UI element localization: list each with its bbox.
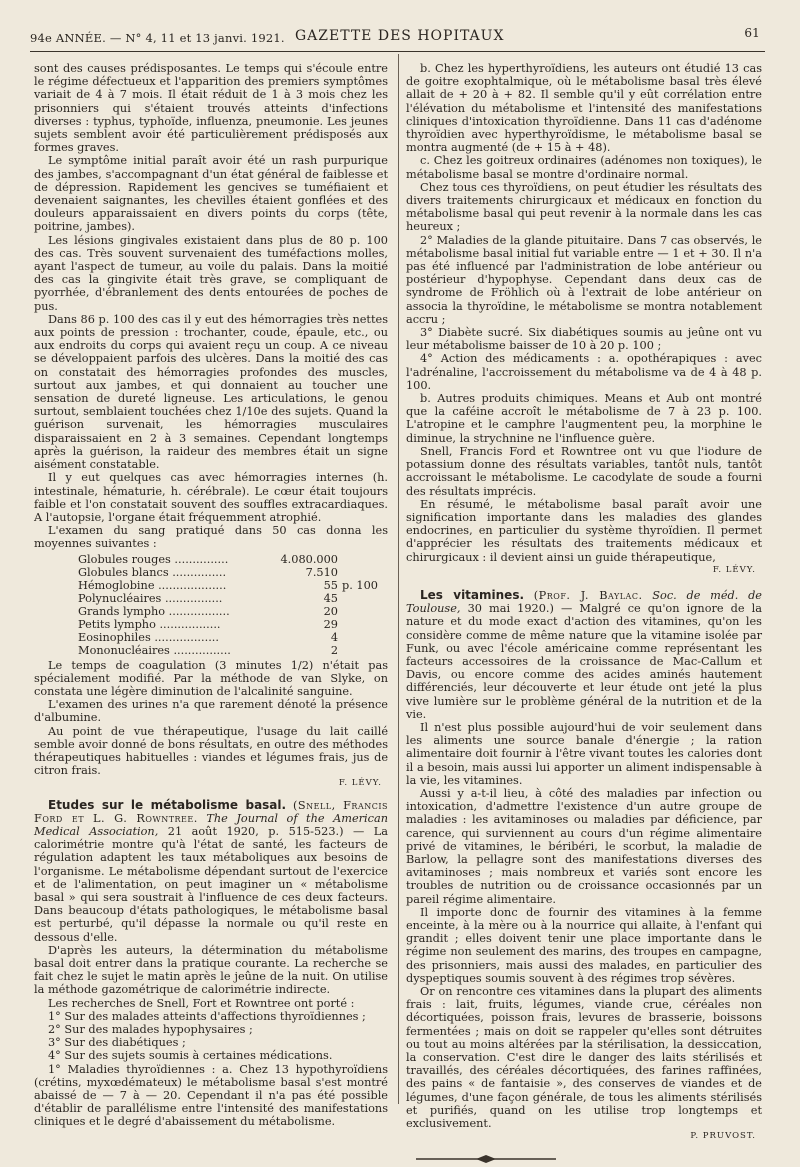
blood-name-cell: Hémoglobine ................... <box>78 578 227 592</box>
paragraph: Or on rencontre ces vitamines dans la plupart des aliments frais : lait, fruits, légumes, viande crue, céréales non décortiquées, poisson frais, levures de brasserie, boissons fermentées ; mais on doit se rappeler qu'elles sont détruites ou tout au moins altérées par la stérilisation, la dessiccation, la conservation. C'est dire le danger des laits stérilisés et travaillés, des céréales décortiquées, des farines raffinées, des pains « de fantaisie », des conserves de viandes et de légumes, d'une façon générale, de tous les aliments stérilisés et purifiés, quand on les utilise trop longtemps et exclusivement. <box>406 985 762 1131</box>
author-signature: P. PRUVOST. <box>690 1131 756 1142</box>
paragraph: L'examen des urines n'a que rarement dénoté la présence d'albumine. <box>34 698 388 725</box>
paragraph: sont des causes prédisposantes. Le temps qui s'écoule entre le régime défectueux et l'apparition des premiers symptômes variait de 4 à 7 mois. Il était réduit de 1 à 3 mois chez les prisonniers qui s'étaient trouvés atteints d'infections diverses : typhus, typhoïde, influenza, pneumonie. Les jeunes sujets semblent avoir été particulièrement prédisposés aux formes graves. <box>34 62 388 155</box>
article-heading-paragraph <box>34 799 388 944</box>
running-header <box>30 26 760 48</box>
article-title: Etudes sur le métabolisme basal. <box>48 797 287 812</box>
paragraph: Au point de vue thérapeutique, l'usage du lait caillé semble avoir donné de bons résultats, en outre des méthodes thérapeutiques habituelles : viandes et légumes frais, jus de citron frais. <box>34 724 388 778</box>
blood-unit-cell <box>342 644 382 657</box>
article-title: Les vitamines. <box>420 587 525 602</box>
blood-counts-table <box>78 553 382 657</box>
paragraph: D'après les auteurs, la détermination du métabolisme basal doit entrer dans la pratique courante. La recherche se fait chez le sujet le matin après le jeûne de la nuit. On utilise la méthode gazométrique de calorimétrie indirecte. <box>34 943 388 997</box>
article-intro: — La calorimétrie montre qu'à l'état de santé, les facteurs de régulation adaptent les taux métaboliques aux besoins de l'organisme. Le métabolisme dépendant surtout de l'exercice et de l'alimentation, on peut imaginer un « métabolisme basal » qui sera soustrait à l'influence de ces deux facteurs. Dans beaucoup d'états pathologiques, le métabolisme basal est perturbé, qu'il dépasse la normale ou qu'il reste en dessous d'elle. <box>34 824 389 944</box>
article-journal: Soc. de méd. de Toulouse, <box>406 588 762 616</box>
paragraph: Le temps de coagulation (3 minutes 1/2) n'était pas spécialement modifié. Par la méthode de van Slyke, on constata une légère diminution de l'alcalinité sanguine. <box>34 658 388 698</box>
table-row <box>78 618 382 631</box>
paragraph: 2° Maladies de la glande pituitaire. Dans 7 cas observés, le métabolisme basal initial fut variable entre — 1 et + 30. Il n'a pas été influencé par l'administration de lobe antérieur ou postérieur d'hypophyse. Cependant dans deux cas de syndrome de Fröhlich où à l'extrait de lobe antérieur on associa la thyroïdine, le métabolisme se montra notablement accru ; <box>406 233 762 326</box>
paragraph: Le symptôme initial paraît avoir été un rash purpurique des jambes, s'accompagnant d'un état général de faiblesse et de dépression. Rapidement les gencives se tuméfiaient et devenaient saignantes, les chevilles étaient gonflées et des douleurs apparaissaient en divers points du corps (tête, poitrine, jambes). <box>34 154 388 234</box>
blood-name-cell: Petits lympho ................. <box>78 617 221 631</box>
blood-value-cell: 55 <box>323 578 338 592</box>
paragraph: 4° Action des médicaments : a. opothérapiques : avec l'adrénaline, l'accroissement du métabolisme va de 4 à 48 p. 100. <box>406 352 762 392</box>
paragraph: Snell, Francis Ford et Rowntree ont vu que l'iodure de potassium donne des résultats variables, tantôt nuls, tantôt accroissant le métabolisme. Le cacodylate de soude a fourni des résultats imprécis. <box>406 444 762 498</box>
blood-unit-cell <box>342 618 382 631</box>
paragraph: Les lésions gingivales existaient dans plus de 80 p. 100 des cas. Très souvent survenaient des tuméfactions molles, ayant l'aspect de tumeur, au voile du palais. Dans la moitié des cas la gingivite était très grave, se compliquant de pyorrhée, d'ébranlement des dents entourées de poches de pus. <box>34 233 388 313</box>
paragraph: 1° Maladies thyroïdiennes : a. Chez 13 hypothyroïdiens (crétins, myxœdémateux) le métabolisme basal s'est montré abaissé de — 7 à — 20. Cependant il n'a pas été possible d'établir de parallélisme entre l'intensité des manifestations cliniques et le degré d'abaissement du métabolisme. <box>34 1062 388 1129</box>
table-row <box>78 566 382 579</box>
issue-info: 94e ANNÉE. — N° 4, 11 et 13 janvi. 1921. <box>30 31 285 45</box>
blood-name-cell: Polynucléaires ................ <box>78 591 223 605</box>
blood-name-cell: Mononucléaires ................ <box>78 643 231 657</box>
paragraph: 3° Diabète sucré. Six diabétiques soumis au jeûne ont vu leur métabolisme baisser de 10 à 20 p. 100 ; <box>406 326 762 353</box>
blood-unit-cell <box>342 592 382 605</box>
paragraph: Dans 86 p. 100 des cas il y eut des hémorragies très nettes aux points de pression : trochanter, coude, épaule, etc., ou aux endroits du corps qui avaient reçu un coup. A ce niveau se développaient parfois des ulcères. Dans la moitié des cas on constatait des hémorragies profondes des muscles, surtout aux jambes, et qui donnaient au toucher une sensation de dureté ligneuse. Les articulations, le genou surtout, semblaient touchées chez 1/10e des sujets. Quand la guérison survenait, les hémorragies musculaires disparaissaient en 2 à 3 semaines. Cependant longtemps après la guérison, la raideur des membres était un signe aisément constatable. <box>34 312 388 472</box>
blood-value-cell: 2 <box>330 643 338 657</box>
table-row <box>78 579 382 592</box>
list-item: 3° Sur des diabétiques ; <box>48 1036 186 1050</box>
article-reference: 30 mai 1920.) <box>467 602 554 616</box>
page-number: 61 <box>744 26 760 40</box>
table-row <box>78 644 382 657</box>
paragraph: Il importe donc de fournir des vitamines à la femme enceinte, à la mère ou à la nourrice qui allaite, à l'enfant qui grandit ; elles doivent tenir une place importante dans le régime non seulement des marins, des troupes en campagne, des prisonniers, mais aussi des malades, en particulier des dyspeptiques soumis souvent à des régimes trop sévères. <box>406 905 762 985</box>
blood-value-cell: 45 <box>323 591 338 605</box>
blood-name-cell: Grands lympho ................. <box>78 604 230 618</box>
blood-name-cell: Globules rouges ............... <box>78 552 229 566</box>
blood-unit-cell <box>342 605 382 618</box>
article-author: (Prof. J. Baylac. <box>533 588 643 602</box>
author-signature: F. LÉVY. <box>338 778 382 789</box>
blood-unit-cell: p. 100 <box>342 578 378 592</box>
list-item: 4° Sur des sujets soumis à certaines médications. <box>48 1049 333 1063</box>
end-ornament <box>406 1155 566 1163</box>
table-row <box>78 605 382 618</box>
journal-title: GAZETTE DES HOPITAUX <box>295 28 505 44</box>
blood-unit-cell <box>342 553 382 566</box>
article-heading-paragraph <box>406 589 762 721</box>
left-column <box>34 62 388 1129</box>
column-divider <box>398 54 399 1104</box>
blood-value-cell: 4.080.000 <box>280 552 338 566</box>
blood-name-cell: Eosinophiles .................. <box>78 630 219 644</box>
blood-name-cell: Globules blancs ............... <box>78 565 227 579</box>
list-item: 2° Sur des malades hypophysaires ; <box>48 1023 253 1036</box>
author-signature: F. LÉVY. <box>712 564 756 575</box>
table-row <box>78 631 382 644</box>
blood-unit-cell <box>342 566 382 579</box>
table-row <box>78 553 382 566</box>
paragraph: b. Autres produits chimiques. Means et Aub ont montré que la caféine accroît le métabolisme de 7 à 23 p. 100. L'atropine et le camphre l'augmentent peu, la morphine le diminue, la strychnine ne l'influence guère. <box>406 392 762 445</box>
right-column <box>406 62 762 1167</box>
paragraph: Chez tous ces thyroïdiens, on peut étudier les résultats des divers traitements chirurgicaux et médicaux en fonction du métabolisme basal qui peut revenir à la normale dans les cas heureux ; <box>406 180 762 234</box>
list-item: 1° Sur des malades atteints d'affections thyroïdiennes ; <box>48 1009 366 1023</box>
blood-unit-cell <box>342 631 382 644</box>
paragraph: c. Chez les goitreux ordinaires (adénomes non toxiques), le métabolisme basal se montre d'ordinaire normal. <box>406 154 762 181</box>
paragraph: Aussi y a-t-il lieu, à côté des maladies par infection ou intoxication, d'admettre l'existence d'un autre groupe de maladies : les avitaminoses ou maladies par déficience, par carence, qui surviennent au cours d'un régime alimentaire privé de vitamines, le béribéri, le scorbut, la maladie de Barlow, la pellagre sont des manifestations diverses des avitaminoses ; mais nombreux et variés sont encore les troubles de nutrition ou de croissance occasionnés par un pareil régime alimentaire. <box>406 786 762 906</box>
blood-value-cell: 29 <box>323 617 338 631</box>
article-authors: (Snell, Francis Ford et L. G. Rowntree. <box>34 798 388 825</box>
paragraph: L'examen du sang pratiqué dans 50 cas donna les moyennes suivantes : <box>34 524 388 551</box>
table-row <box>78 592 382 605</box>
paragraph: b. Chez les hyperthyroïdiens, les auteurs ont étudié 13 cas de goitre exophtalmique, où le métabolisme basal très élevé allait de + 20 à + 82. Il semble qu'il y eût corrélation entre l'élévation du métabolisme et l'intensité des manifestations cliniques d'intoxication thyroïdienne. Dans 11 cas d'adénome thyroïdien avec hyperthyroïdisme, le métabolisme basal se montra augmenté (de + 15 à + 48). <box>406 62 762 155</box>
article-journal: The Journal of the American Medical Association, <box>34 811 388 838</box>
paragraph: En résumé, le métabolisme basal paraît avoir une signification importante dans les maladies des glandes endocrines, en particulier du système thyroïdien. Il permet d'apprécier les résultats des traitements médicaux et chirurgicaux : il devient ainsi un guide thérapeutique, <box>406 497 762 564</box>
paragraph: Il y eut quelques cas avec hémorragies internes (h. intestinale, hématurie, h. cérébrale). Le cœur était toujours faible et l'on constatait souvent des souffles extracardiaques. A l'autopsie, l'organe était fréquemment atrophié. <box>34 471 388 524</box>
blood-value-cell: 20 <box>323 604 338 618</box>
article-intro: — Malgré ce qu'on ignore de la nature et du mode exact d'action des vitamines, qu'on les considère comme de même nature que la vitamine isolée par Funk, ou avec l'école américaine comme représentant les facteurs accessoires de la croissance de Mac-Callum et Davis, ou encore comme des acides aminés hautement différenciés, leur découverte et leur étude ont jeté la plus vive lumière sur le problème général de la nutrition et de la vie. <box>406 602 763 721</box>
paragraph: Il n'est plus possible aujourd'hui de voir seulement dans les aliments une source banale d'énergie ; la ration alimentaire doit fournir à l'être vivant toutes les calories dont il a besoin, mais aussi lui apporter un aliment indispensable à la vie, les vitamines. <box>406 720 762 787</box>
header-rule <box>30 51 765 52</box>
blood-value-cell: 7.510 <box>305 565 338 579</box>
article-reference: 21 août 1920, p. 515-523.) <box>167 824 344 838</box>
blood-value-cell: 4 <box>330 630 338 644</box>
paragraph: Les recherches de Snell, Fort et Rowntree ont porté : <box>48 996 355 1010</box>
